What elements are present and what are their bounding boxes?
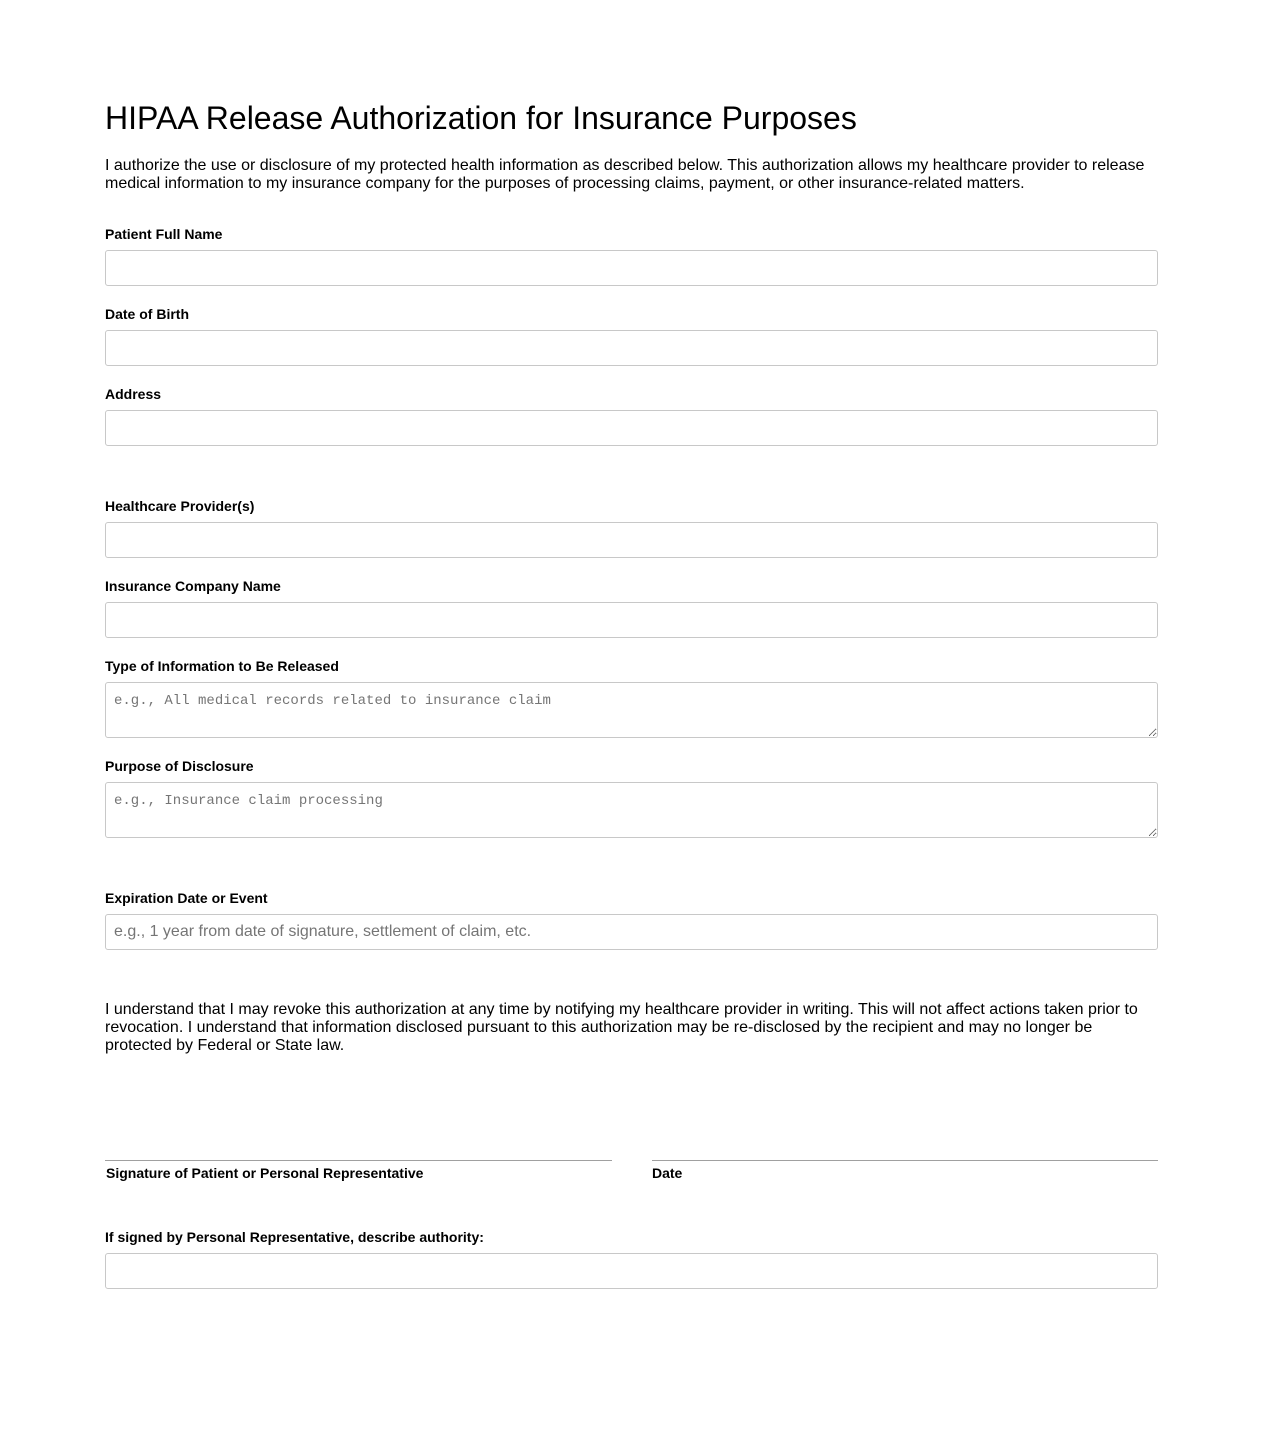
revocation-notice: I understand that I may revoke this authorization at any time by notifying my healthcare provider in writing. This will not affect actions taken prior to revocation. I understand that information disclosed pursuant to this authorization may be re-disclosed by the recipient and may no longer be protected by Federal or State law. (105, 1001, 1138, 1054)
intro-paragraph: I authorize the use or disclosure of my protected health information as described below. This authorization allows my healthcare provider to release medical information to my insurance company for the purposes of processing claims, payment, or other insurance-related matters. (105, 157, 1145, 192)
date-signature-line[interactable] (652, 1160, 1158, 1161)
date-of-birth-input[interactable] (105, 330, 1158, 366)
expiration-input[interactable] (105, 914, 1158, 950)
healthcare-providers-input[interactable] (105, 522, 1158, 558)
signature-line[interactable] (105, 1160, 612, 1161)
address-label: Address (105, 386, 162, 402)
insurance-company-label: Insurance Company Name (105, 578, 281, 594)
info-type-textarea[interactable] (105, 682, 1158, 738)
expiration-label: Expiration Date or Event (105, 890, 268, 906)
signature-label: Signature of Patient or Personal Representative (106, 1165, 424, 1181)
date-label: Date (652, 1165, 683, 1181)
info-type-label: Type of Information to Be Released (105, 658, 339, 674)
page-title: HIPAA Release Authorization for Insurance Purposes (105, 100, 857, 136)
address-input[interactable] (105, 410, 1158, 446)
insurance-company-input[interactable] (105, 602, 1158, 638)
patient-name-label: Patient Full Name (105, 226, 223, 242)
representative-authority-input[interactable] (105, 1253, 1158, 1289)
purpose-label: Purpose of Disclosure (105, 758, 254, 774)
healthcare-providers-label: Healthcare Provider(s) (105, 498, 255, 514)
patient-name-input[interactable] (105, 250, 1158, 286)
date-of-birth-label: Date of Birth (105, 306, 189, 322)
purpose-textarea[interactable] (105, 782, 1158, 838)
representative-authority-label: If signed by Personal Representative, describe authority: (105, 1229, 484, 1245)
